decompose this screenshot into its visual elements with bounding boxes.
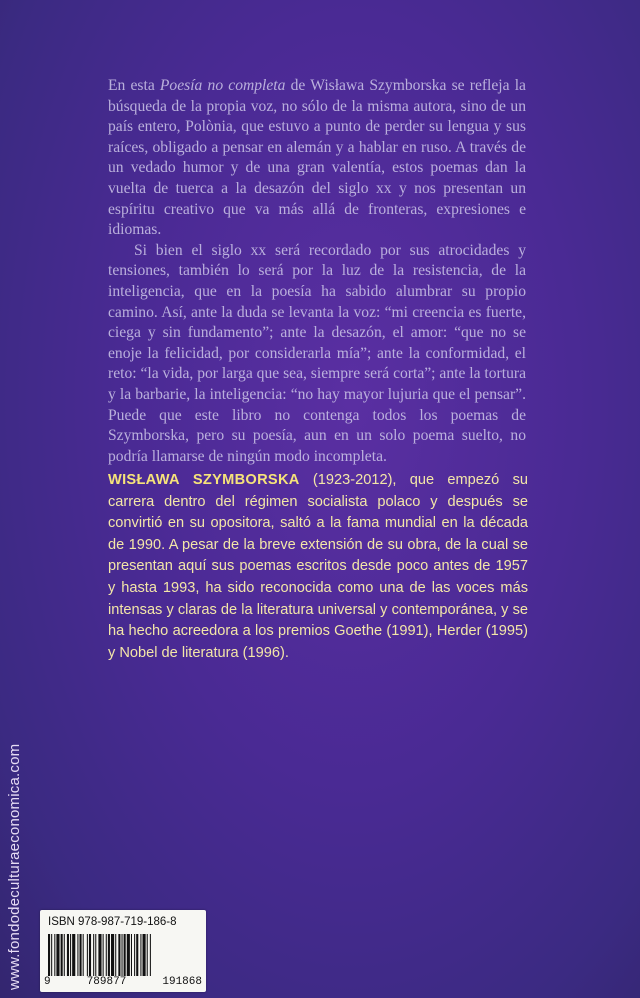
barcode-digit-group-1: 9 (44, 976, 51, 988)
barcode-panel (40, 910, 206, 992)
blurb-text (108, 76, 526, 467)
blurb-paragraph-2: Si bien el siglo xx será recordado por sus atrocidades y tensiones, también lo será por la luz de la resistencia, de la inteligencia, que en la poesía ha sabido alumbrar su propio camino. Así, ante la duda se levanta la voz: “mi creencia es fuerte, ciega y sin fundamento”; ante la desazón, el amor: “que no se enoje la felicidad, por considerarla mía”; ante la conformidad, el reto: “la vida, por larga que sea, siempre será corta”; ante la tortura y la barbarie, la inteligencia: “no hay mayor lujuria que el pensar”. Puede que este libro no contenga todos los poemas de Szymborska, pero su poesía, aun en un solo poema suelto, no podría llamarse de ningún modo incompleta. (108, 241, 526, 465)
book-title: Poesía no completa (159, 77, 286, 94)
author-bio-text: (1923-2012), que empezó su carrera dentro del régimen socialista polaco y después se convirtió en su opositora, saltó a la fama mundial en la década de 1990. A pesar de la breve extensión de su obra, de la cual se presentan aquí sus poemas escritos desde poco antes de 1957 y hasta 1993, ha sido reconocida como una de las voces más intensas y claras de la literatura universal y contemporánea, y se ha hecho acreedora a los premios Goethe (1991), Herder (1995) y Nobel de literatura (1996). (108, 472, 528, 661)
barcode-digit-group-2: 789877 (86, 976, 127, 988)
blurb-paragraph-1: En esta Poesía no completa de Wisława Szymborska se refleja la búsqueda de la propia voz, no sólo de la misma autora, sino de un país entero, Polònia, que estuvo a punto de perder su lengua y sus raíces, obligado a pensar en alemán y a hablar en ruso. A través de un vedado humor y de una gran valentía, estos poemas dan la vuelta de tuerca a la desazón del siglo xx y nos presentan un espíritu creativo que va más allá de fronteras, expresiones e idiomas. (108, 77, 526, 239)
barcode-digits (44, 976, 202, 988)
barcode-icon (48, 934, 198, 976)
isbn-label: ISBN 978-987-719-186-8 (48, 916, 177, 928)
author-name: WISŁAWA SZYMBORSKA (108, 472, 300, 488)
barcode-digit-group-3: 191868 (162, 976, 202, 988)
author-bio (108, 470, 528, 664)
publisher-website: www.fondodeculturaeconomica.com (6, 743, 23, 990)
